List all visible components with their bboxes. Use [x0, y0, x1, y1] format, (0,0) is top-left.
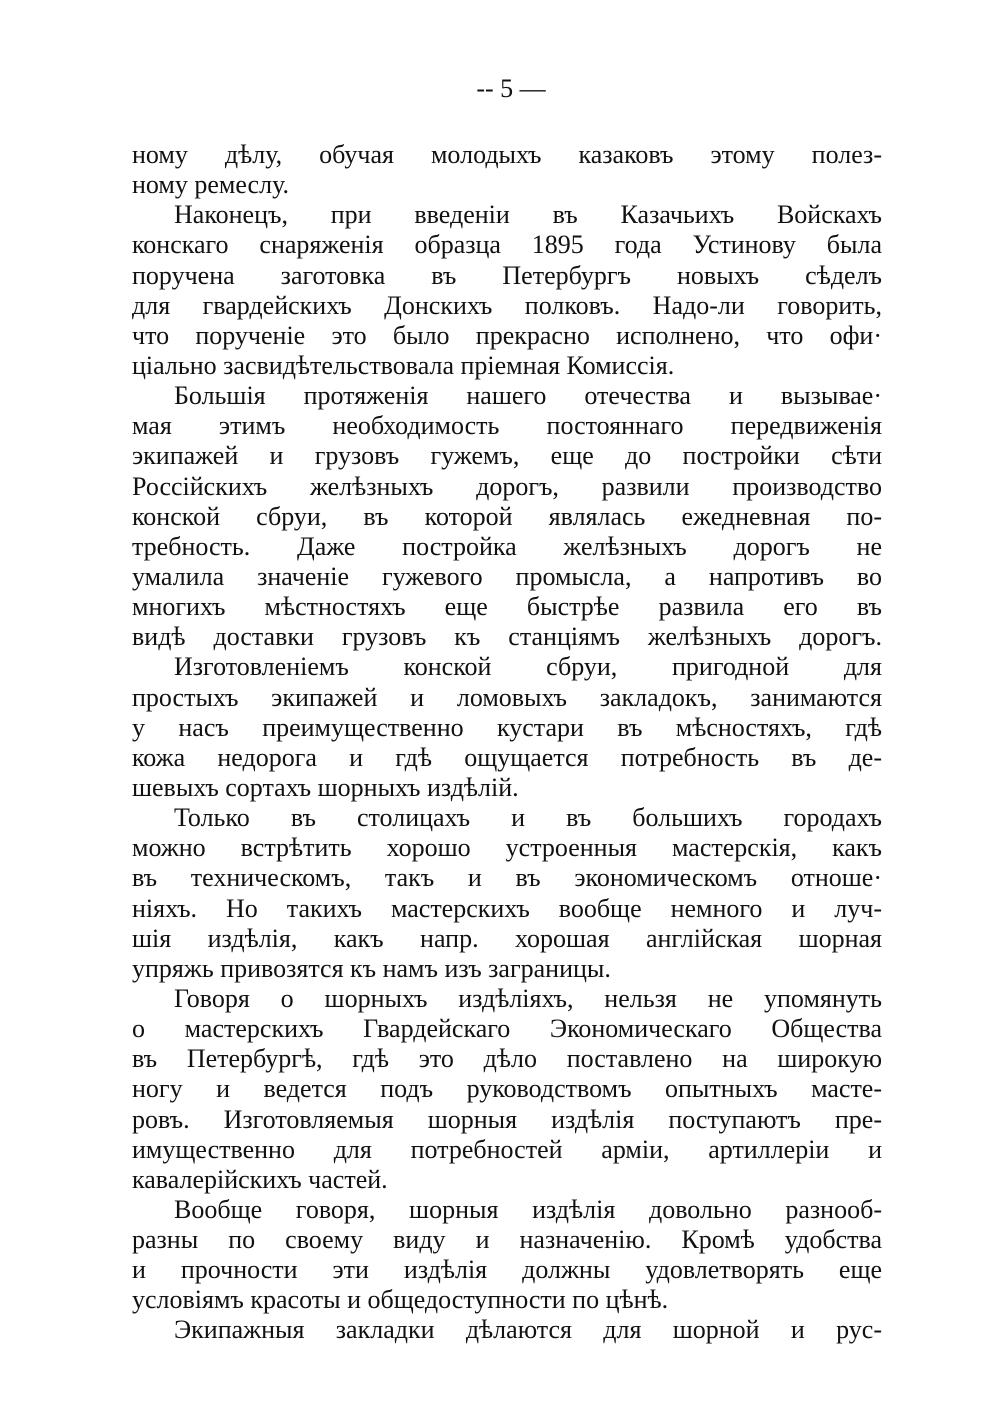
paragraph-first-line: Только въ столицахъ и въ большихъ городахъ: [174, 803, 882, 833]
text-line: и прочности эти издѣлія должны удовлетворять еще: [132, 1255, 882, 1285]
text-line: что порученіе это было прекрасно исполнено, что офи·: [132, 320, 882, 350]
text-line: въ техническомъ, такъ и въ экономическомъ отноше·: [132, 863, 882, 893]
body-text: [132, 140, 882, 1346]
text-line: поручена заготовка въ Петербургъ новыхъ сѣделъ: [132, 260, 882, 290]
text-line: ному дѣлу, обучая молодыхъ казаковъ этому полез-: [132, 140, 882, 169]
text-line: для гвардейскихъ Донскихъ полковъ. Надо-ли говорить,: [132, 290, 882, 320]
text-line: требность. Даже постройка желѣзныхъ дорогъ не: [132, 531, 882, 561]
text-line: шія издѣлія, какъ напр. хорошая англійская шорная: [132, 923, 882, 953]
text-line: можно встрѣтить хорошо устроенныя мастерскія, какъ: [132, 833, 882, 863]
text-line: въ Петербургѣ, гдѣ это дѣло поставлено на широкую: [132, 1044, 882, 1074]
text-line: о мастерскихъ Гвардейскаго Экономическаго Общества: [132, 1014, 882, 1044]
text-line: имущественно для потребностей арміи, артиллеріи и: [132, 1134, 882, 1164]
text-line: ціально засвидѣтельствовала пріемная Комиссія.: [132, 350, 675, 380]
text-line: разны по своему виду и назначенію. Кромѣ удобства: [132, 1225, 882, 1255]
text-line: кожа недорога и гдѣ ощущается потребность въ де-: [132, 742, 882, 772]
text-line: шевыхъ сортахъ шорныхъ издѣлій.: [132, 772, 519, 802]
paragraph-first-line: Экипажныя закладки дѣлаются для шорной и рус-: [174, 1315, 882, 1345]
text-line: условіямъ красоты и общедоступности по цѣнѣ.: [132, 1285, 669, 1315]
text-line: ногу и ведется подъ руководствомъ опытныхъ масте-: [132, 1074, 882, 1104]
text-line: экипажей и грузовъ гужемъ, еще до постройки сѣти: [132, 441, 882, 471]
text-line: конской сбруи, въ которой являлась ежедневная по-: [132, 501, 882, 531]
text-line: упряжь привозятся къ намъ изъ заграницы.: [132, 953, 611, 983]
text-line: видѣ доставки грузовъ къ станціямъ желѣзныхъ дорогъ.: [132, 622, 882, 652]
text-line: мая этимъ необходимость постояннаго передвиженія: [132, 411, 882, 441]
text-line: ровъ. Изготовляемыя шорныя издѣлія поступаютъ пре-: [132, 1104, 882, 1134]
paragraph-first-line: Наконецъ, при введеніи въ Казачьихъ Войскахъ: [174, 200, 882, 230]
text-line: у насъ преимущественно кустари въ мѣсностяхъ, гдѣ: [132, 712, 882, 742]
text-line: ному ремеслу.: [132, 170, 289, 200]
text-line: конскаго снаряженія образца 1895 года Устинову была: [132, 230, 882, 260]
text-line: многихъ мѣстностяхъ еще быстрѣе развила его въ: [132, 592, 882, 622]
text-line: ніяхъ. Но такихъ мастерскихъ вообще немного и луч-: [132, 893, 882, 923]
text-line: Россійскихъ желѣзныхъ дорогъ, развили производство: [132, 471, 882, 501]
paragraph-first-line: Большія протяженія нашего отечества и вызывае·: [174, 381, 882, 411]
page-number: -- 5 —: [476, 74, 546, 103]
text-line: умалила значеніе гужевого промысла, а напротивъ во: [132, 561, 882, 591]
paragraph-first-line: Вообще говоря, шорныя издѣлія довольно разнооб-: [174, 1194, 882, 1224]
paragraph-first-line: Изготовленіемъ конской сбруи, пригодной для: [174, 652, 882, 682]
text-line: простыхъ экипажей и ломовыхъ закладокъ, занимаются: [132, 682, 882, 712]
paragraph-first-line: Говоря о шорныхъ издѣліяхъ, нельзя не упомянуть: [174, 983, 882, 1013]
text-line: кавалерійскихъ частей.: [132, 1164, 388, 1194]
